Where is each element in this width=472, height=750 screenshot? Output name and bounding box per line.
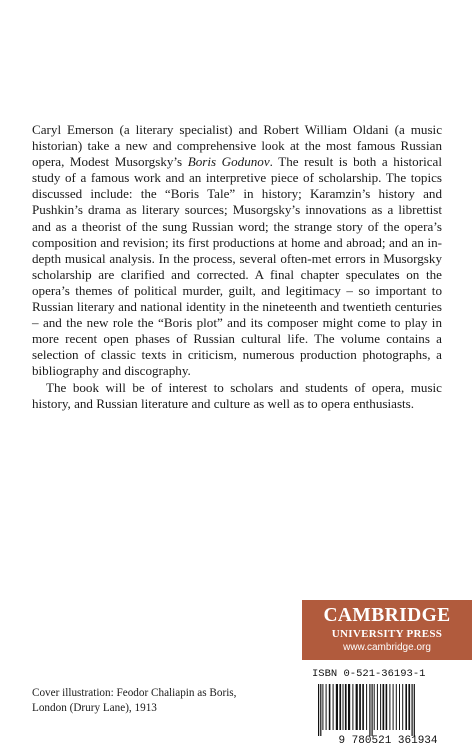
back-cover-blurb bbox=[32, 122, 442, 412]
isbn-number: ISBN 0-521-36193-1 bbox=[312, 668, 426, 680]
caption-line-2: London (Drury Lane), 1913 bbox=[32, 702, 157, 714]
publisher-name: CAMBRIDGE bbox=[323, 605, 451, 626]
barcode-bar bbox=[322, 684, 323, 730]
barcode-bar bbox=[412, 684, 413, 736]
barcode-bar bbox=[366, 684, 367, 730]
barcode-bar bbox=[369, 684, 370, 736]
barcode-bar bbox=[399, 684, 400, 730]
barcode-bar bbox=[372, 684, 373, 736]
barcode-bar bbox=[386, 684, 388, 730]
barcode-bar bbox=[339, 684, 341, 730]
barcode-bar bbox=[359, 684, 361, 730]
barcode-bar bbox=[377, 684, 378, 730]
barcode-bar bbox=[408, 684, 410, 730]
barcode-digits: 9 780521 361934 bbox=[338, 735, 438, 746]
blurb-paragraph-1 bbox=[32, 122, 442, 380]
barcode-bar bbox=[383, 684, 385, 730]
barcode-bar bbox=[333, 684, 334, 730]
barcode-bar bbox=[326, 684, 327, 730]
publisher-logo-block bbox=[302, 600, 472, 660]
barcode-bar bbox=[329, 684, 331, 730]
barcode-bar bbox=[393, 684, 394, 730]
barcode-bar bbox=[352, 684, 353, 730]
opera-title: Boris Godunov bbox=[187, 154, 270, 170]
publisher-url: www.cambridge.org bbox=[343, 642, 431, 653]
barcode-bar bbox=[348, 684, 350, 730]
barcode-area bbox=[302, 660, 472, 750]
barcode-bar bbox=[396, 684, 397, 730]
blurb-p1-body: . The result is both a historical study of a famous work and an interpretive piece of scholarship. The topics discussed include: the “Boris Tale” in history; Karamzin’s history and Pushkin’s drama as literary sources; Musorgsky’s innovations as a librettist and as a theorist of the sung Russian word; the strange story of the opera’s composition and revision; its first productions at home and abroad; and an in-depth musical analysis. In the process, several often-met errors in Musorgsky scholarship are clarified and corrected. A final chapter speculates on the opera’s themes of political murder, guilt, and legitimacy – so important to Russian literary and national identity in the nineteenth and twentieth centuries – and the new role the “Boris plot” and its composer might come to play in more recent open phases of Russian cultural life. The volume contains a selection of classic texts in criticism, numerous production photographs, a bibliography and discography. bbox=[32, 154, 442, 379]
barcode-bar bbox=[356, 684, 358, 730]
barcode-bar bbox=[318, 684, 319, 736]
barcode-bar bbox=[374, 684, 375, 730]
blurb-p1-intro: Caryl Emerson (a literary specialist) and Robert William Oldani (a music historian) take a new and comprehensive look at the most famous Russian opera, Modest Musorgsky’s bbox=[32, 122, 442, 170]
barcode-image bbox=[308, 682, 468, 746]
barcode-bar bbox=[380, 684, 381, 730]
barcode-bar bbox=[362, 684, 364, 730]
barcode-bar bbox=[414, 684, 415, 736]
publisher-subtitle: UNIVERSITY PRESS bbox=[331, 628, 443, 640]
caption-line-1: Cover illustration: Feodor Chaliapin as Boris, bbox=[32, 687, 237, 699]
barcode-bar bbox=[389, 684, 390, 730]
barcode-bar bbox=[320, 684, 321, 736]
blurb-paragraph-2: The book will be of interest to scholars and students of opera, music history, and Russian literature and culture as well as to opera enthusiasts. bbox=[32, 379, 442, 411]
barcode-bar bbox=[345, 684, 347, 730]
barcode-bar bbox=[343, 684, 344, 730]
barcode-bar bbox=[405, 684, 407, 730]
cover-illustration-caption bbox=[32, 686, 282, 716]
barcode-bar bbox=[336, 684, 338, 730]
barcode-bar bbox=[402, 684, 403, 730]
